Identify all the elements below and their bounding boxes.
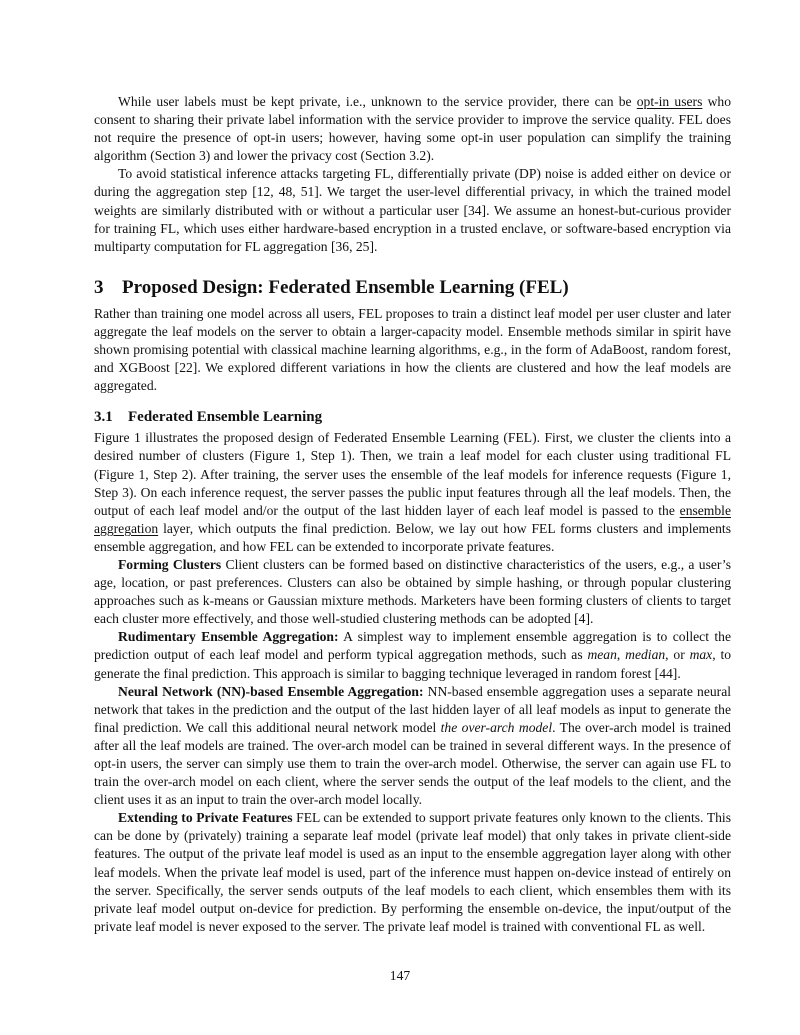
subsection-title: Federated Ensemble Learning xyxy=(128,409,323,426)
subsection-heading xyxy=(94,407,731,427)
paragraph-heading: Neural Network (NN)-based Ensemble Aggregation: xyxy=(118,683,424,699)
section-number: 3 xyxy=(94,276,104,298)
private-features-paragraph xyxy=(94,809,731,936)
nn-aggregation-paragraph xyxy=(94,683,731,810)
emphasis: median xyxy=(625,647,666,663)
text-run: While user labels must be kept private, i.e., unknown to the service provider, there can be xyxy=(118,94,637,109)
text-run: layer, which outputs the final prediction. Below, we lay out how FEL forms clusters and implements ensemble aggregation, and how FEL can be extended to incorporate private features. xyxy=(94,520,731,554)
paragraph-heading: Forming Clusters xyxy=(118,556,222,572)
subsection-paragraph xyxy=(94,429,731,556)
section-title: Proposed Design: Federated Ensemble Learning (FEL) xyxy=(122,276,569,298)
section-paragraph: Rather than training one model across all users, FEL proposes to train a distinct leaf model per user cluster and later aggregate the leaf models on the server to obtain a larger-capacity model. Ensemble methods similar in spirit have shown promising potential with classical machine learning algorithms, e.g., in the form of AdaBoost, random forest, and XGBoost [22]. We explored different variations in how the clients are clustered and how the leaf models are aggregated. xyxy=(94,305,731,394)
paper-page xyxy=(94,93,731,936)
text-run: A simplest way to implement ensemble aggregation is to collect the prediction output of each leaf model and perform typical aggregation methods, such as xyxy=(94,629,731,663)
opt-in-users-term: opt-in users xyxy=(636,94,703,109)
text-run: Figure 1 illustrates the proposed design of Federated Ensemble Learning (FEL). First, we cluster the clients into a desired number of clusters (Figure 1, Step 1). Then, we train a leaf model for each cluster using traditional FL (Figure 1, Step 2). After training, the server uses the ensemble of the leaf models for inference requests (Figure 1, Step 3). On each inference request, the server passes the public input features through all the leaf models. Then, the output of each leaf model and/or the output of the last hidden layer of each leaf model is passed to the xyxy=(94,430,731,518)
paragraph-heading: Extending to Private Features xyxy=(118,810,293,826)
text-run: NN-based ensemble aggregation uses a separate neural network that takes in the prediction and the output of the last hidden layer of all leaf models as input to generate the final prediction. We call this additional neural network model xyxy=(94,683,732,735)
emphasis: the over-arch model xyxy=(440,719,553,735)
emphasis: max xyxy=(689,647,713,663)
text-run: Client clusters can be formed based on distinctive characteristics of the users, e.g., a user’s age, location, or past preferences. Clusters can also be obtained by simple hashing, or through popular clustering approaches such as k-means or Gaussian mixture methods. Marketers have been forming clusters of clients to target each cluster more effectively, and those well-studied clustering methods can be adopted [4]. xyxy=(94,556,731,627)
rudimentary-aggregation-paragraph xyxy=(94,628,731,682)
forming-clusters-paragraph xyxy=(94,556,731,628)
text-run: who consent to sharing their private label information with the service provider to improve the service quality. FEL does not require the presence of opt-in users; however, having some opt-in user population can simplify the training algorithm (Section 3) and lower the privacy cost (Section 3.2). xyxy=(94,94,731,164)
text-run: , or xyxy=(665,647,690,663)
text-run: . The over-arch model is trained after all the leaf models are trained. The over-arch model can be trained in several different ways. In the presence of opt-in users, the server can simply use them to train the over-arch model. Otherwise, the server can again use FL to train the over-arch model on each client, where the server sends the output of the leaf models to the client, and the client uses it as an input to train the over-arch model locally. xyxy=(94,719,731,808)
text-run: , xyxy=(616,647,626,663)
text-run: FEL can be extended to support private features only known to the clients. This can be done by (privately) training a separate leaf model (private leaf model) that only takes in private client-side features. The output of the private leaf model is used as an input to the ensemble aggregation layer along with other leaf models. When the private leaf model is used, part of the inference must happen on-device instead of entirely on the server. Specifically, the server sends outputs of the leaf models to each client, which ensembles them with its private leaf model output on-device for prediction. By performing the ensemble on-device, the input/output of the private leaf model is never exposed to the server. The private leaf model is trained with conventional FL as well. xyxy=(94,810,731,934)
intro-paragraph-privacy: To avoid statistical inference attacks targeting FL, differentially private (DP) noise is added either on device or during the aggregation step [12, 48, 51]. We target the user-level differential privacy, in which the trained model weights are similarly distributed with or without a particular user [34]. We assume an honest-but-curious provider for training FL, which uses either hardware-based encryption in a trusted enclave, or software-based encryption via multiparty computation for FL aggregation [36, 25]. xyxy=(94,166,731,254)
page-number: 147 xyxy=(389,968,411,983)
section-heading xyxy=(94,276,731,300)
intro-paragraph-opt-in xyxy=(94,93,731,165)
paragraph-heading: Rudimentary Ensemble Aggregation: xyxy=(118,629,339,645)
ensemble-aggregation-term: ensemble aggregation xyxy=(94,502,731,536)
text-run: , to generate the final prediction. This approach is similar to bagging technique leveraged in random forest [44]. xyxy=(94,647,732,681)
emphasis: mean xyxy=(587,647,617,663)
subsection-number: 3.1 xyxy=(94,409,113,426)
